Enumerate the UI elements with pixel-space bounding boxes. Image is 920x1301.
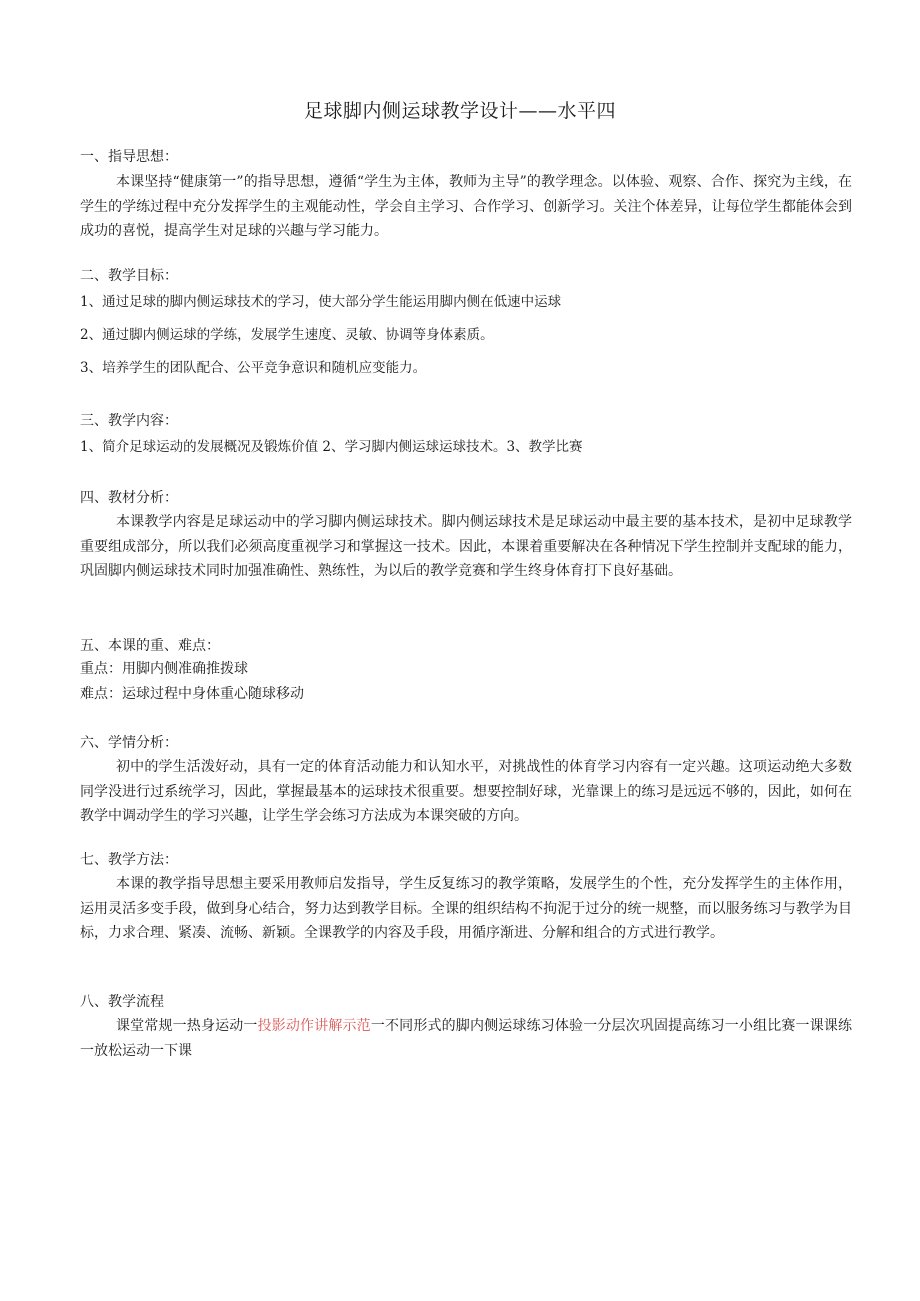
section-4-paragraph: 本课教学内容是足球运动中的学习脚内侧运球技术。脚内侧运球技术是足球运动中最主要的基本技术，是初中足球教学重要组成部分，所以我们必须高度重视学习和掌握这一技术。因此，本课着重要解决在各种情况下学生控制并支配球的能力，巩固脚内侧运球技术同时加强准确性、熟练性，为以后的教学竞赛和学生终身体育打下良好基础。: [80, 514, 852, 579]
section-4-heading: 四、教材分析：: [80, 490, 178, 506]
section-1-paragraph: 本课坚持“健康第一”的指导思想，遵循“学生为主体，教师为主导”的教学理念。以体验、观察、合作、探究为主线，在学生的学练过程中充分发挥学生的主观能动性，学会自主学习、合作学习、创新学习。关注个体差异，让每位学生都能体会到成功的喜悦，提高学生对足球的兴趣与学习能力。: [80, 174, 852, 239]
objective-item: 3、培养学生的团队配合、公平竞争意识和随机应变能力。: [80, 360, 427, 376]
process-highlight: 投影动作讲解示范: [257, 1018, 371, 1034]
difficult-point: 难点：运球过程中身体重心随球移动: [80, 686, 304, 702]
section-3-heading: 三、教学内容：: [80, 413, 178, 429]
objective-item: 2、通过脚内侧运球的学练，发展学生速度、灵敏、协调等身体素质。: [80, 327, 494, 343]
key-point: 重点：用脚内侧准确推拨球: [80, 661, 248, 677]
document-title: 足球脚内侧运球教学设计——水平四: [303, 100, 616, 122]
section-2-heading: 二、教学目标：: [80, 268, 178, 284]
section-1-heading: 一、指导思想：: [80, 149, 178, 165]
section-8-paragraph: [80, 1014, 852, 1063]
section-7-paragraph: 本课的教学指导思想主要采用教师启发指导，学生反复练习的教学策略，发展学生的个性，充分发挥学生的主体作用，运用灵活多变手段，做到身心结合，努力达到教学目标。全课的组织结构不拘泥于过分的统一规整，而以服务练习与教学为目标，力求合理、紧凑、流畅、新颖。全课教学的内容及手段，用循序渐进、分解和组合的方式进行教学。: [80, 876, 852, 941]
section-8-heading: 八、教学流程: [80, 994, 164, 1010]
section-6-heading: 六、学情分析：: [80, 735, 178, 751]
section-7-heading: 七、教学方法：: [80, 852, 178, 868]
content-line: 1、简介足球运动的发展概况及锻炼价值 2、学习脚内侧运球运球技术。3、教学比赛: [80, 439, 583, 455]
process-part: 一不同形式的脚内侧运球练习体验一分层次巩固提高练习一小组比赛一课课练一放松运动一下课: [80, 1018, 853, 1059]
objective-item: 1、通过足球的脚内侧运球技术的学习，使大部分学生能运用脚内侧在低速中运球: [80, 294, 562, 310]
process-part: 课堂常规一热身运动一: [116, 1018, 258, 1034]
section-5-heading: 五、本课的重、难点：: [80, 638, 220, 654]
section-6-paragraph: 初中的学生活泼好动，具有一定的体育活动能力和认知水平，对挑战性的体育学习内容有一定兴趣。这项运动绝大多数同学没进行过系统学习，因此，掌握最基本的运球技术很重要。想要控制好球，光靠课上的练习是远远不够的，因此，如何在教学中调动学生的学习兴趣，让学生学会练习方法成为本课突破的方向。: [80, 759, 852, 824]
